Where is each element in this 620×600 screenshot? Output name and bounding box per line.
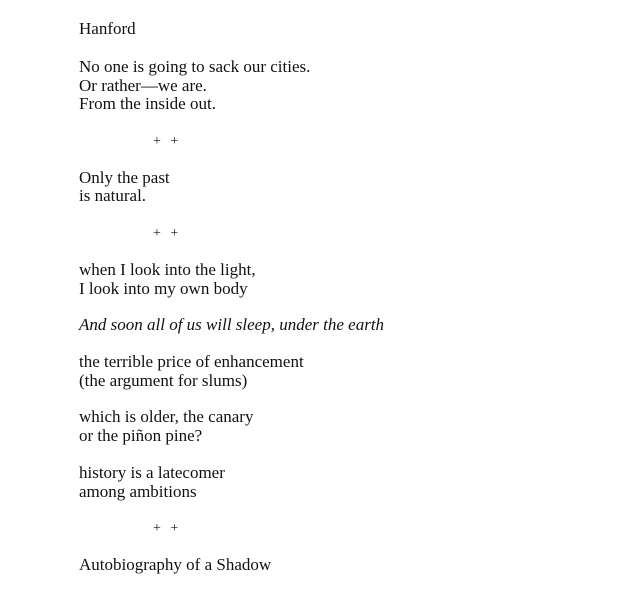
poem-line-italic: And soon all of us will sleep, under the earth [79, 315, 385, 334]
poem-line: From the inside out. [79, 94, 216, 113]
poem-line: history is a latecomer [79, 463, 225, 482]
poem-line: the terrible price of enhancement [79, 352, 304, 371]
poem-line: is natural. [79, 186, 147, 205]
poem-line: I look into my own body [79, 279, 248, 298]
poem-line: (the argument for slums) [79, 371, 248, 390]
poem-line: Only the past [79, 168, 170, 187]
closing-title: Autobiography of a Shadow [79, 555, 272, 574]
poem-line: among ambitions [79, 482, 197, 501]
poem-line: Or rather—we are. [79, 76, 207, 95]
poem-title: Hanford [79, 19, 136, 38]
section-separator: + + [153, 521, 182, 536]
poem-line: which is older, the canary [79, 407, 254, 426]
poem-line: No one is going to sack our cities. [79, 57, 311, 76]
section-separator: + + [153, 134, 182, 149]
poem-line: when I look into the light, [79, 260, 256, 279]
poem-line: or the piñon pine? [79, 426, 203, 445]
section-separator: + + [153, 226, 182, 241]
